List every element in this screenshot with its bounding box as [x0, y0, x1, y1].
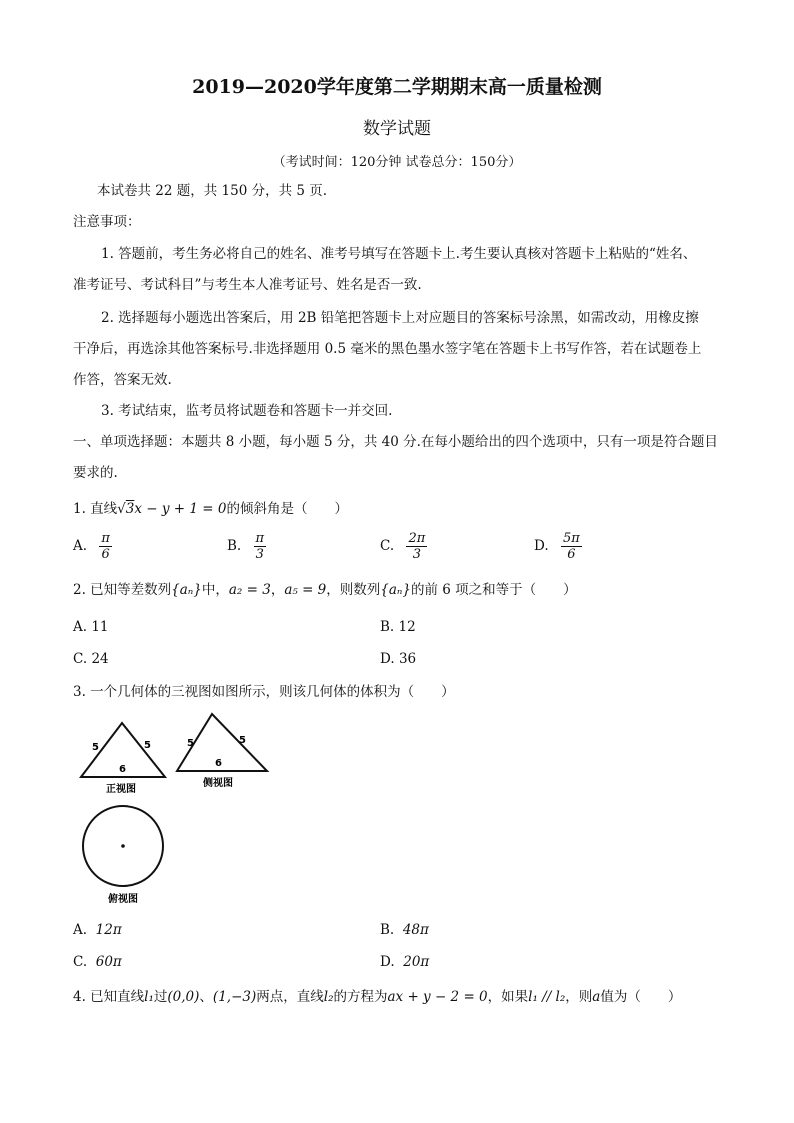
- q3-option-a: [73, 922, 122, 938]
- option-label: B.: [227, 538, 242, 554]
- q2-sequence: {aₙ}: [171, 582, 202, 598]
- q3-option-c: [73, 954, 122, 970]
- q4-point-1: (0,0): [167, 989, 200, 1005]
- option-label: B.: [380, 619, 395, 635]
- option-fraction: [406, 531, 427, 562]
- question-1: [73, 500, 348, 518]
- q2-condition-1: a₂ = 3: [228, 582, 271, 598]
- option-label: A.: [73, 538, 88, 554]
- section-heading-line-2: 要求的.: [73, 465, 118, 481]
- front-view-side-2: 5: [144, 740, 151, 751]
- option-fraction: [254, 531, 267, 562]
- three-view-figure: [72, 706, 272, 916]
- option-value: 11: [91, 619, 109, 635]
- q2-text: 的前 6 项之和等于（ ）: [410, 582, 577, 598]
- option-value: 36: [398, 651, 417, 667]
- fraction-denominator: 3: [412, 547, 421, 562]
- option-label: A.: [73, 922, 88, 938]
- q1-option-b: [227, 531, 266, 562]
- option-label: A.: [73, 619, 88, 635]
- exam-title: 2019—2020学年度第二学期期末高一质量检测: [192, 76, 602, 98]
- top-view-label: 俯视图: [108, 894, 138, 905]
- fraction-numerator: π: [255, 531, 265, 546]
- option-label: C.: [73, 954, 88, 970]
- option-fraction: [561, 531, 582, 562]
- q1-sqrt: √3: [117, 501, 135, 517]
- q1-suffix: 的倾斜角是（ ）: [226, 501, 348, 517]
- option-value: 48π: [402, 922, 429, 938]
- fraction-denominator: 6: [101, 547, 110, 562]
- side-view-side-2: 5: [239, 735, 246, 746]
- note-1-line-2: 准考证号、考试科目”与考生本人准考证号、姓名是否一致.: [73, 277, 422, 293]
- option-label: D.: [380, 651, 395, 667]
- q4-parallel: l₁ // l₂: [528, 989, 566, 1005]
- exam-subtitle: 数学试题: [363, 119, 431, 139]
- q4-line-1: l₁: [144, 989, 154, 1005]
- exam-summary: 本试卷共 22 题，共 150 分，共 5 页.: [97, 183, 328, 199]
- q4-text: 的方程为: [333, 989, 388, 1005]
- q2-option-a: [73, 619, 109, 635]
- q2-option-d: [380, 651, 416, 667]
- q2-option-c: [73, 651, 109, 667]
- option-value: 60π: [95, 954, 122, 970]
- q1-option-c: [380, 531, 427, 562]
- q4-line-2: l₂: [323, 989, 334, 1005]
- note-1-line-1: 1. 答题前，考生务必将自己的姓名、准考号填写在答题卡上.考生要认真核对答题卡上粘贴的“姓名、: [101, 246, 697, 262]
- section-heading-line-1: 一、单项选择题：本题共 8 小题，每小题 5 分，共 40 分.在每小题给出的四个选项中，只有一项是符合题目: [73, 434, 718, 450]
- top-view-center-dot: [121, 844, 125, 848]
- note-2-line-2: 干净后，再选涂其他答案标号.非选择题用 0.5 毫米的黑色墨水签字笔在答题卡上书写作答，若在试题卷上: [73, 341, 702, 357]
- q1-prefix: 1. 直线: [73, 501, 118, 517]
- question-3: 3. 一个几何体的三视图如图所示，则该几何体的体积为（ ）: [73, 684, 455, 700]
- q1-option-d: [534, 531, 582, 562]
- q3-option-b: [380, 922, 429, 938]
- q2-option-b: [380, 619, 416, 635]
- side-view-label: 侧视图: [203, 778, 233, 789]
- q4-variable-a: a: [592, 989, 601, 1005]
- q2-text: 中，: [201, 582, 229, 598]
- q2-text: ，则数列: [326, 582, 381, 598]
- q2-condition-2: a₅ = 9: [284, 582, 327, 598]
- fraction-numerator: 5π: [562, 531, 580, 546]
- q4-point-2: (1,−3): [212, 989, 257, 1005]
- question-2: [73, 581, 577, 599]
- option-label: D.: [380, 954, 395, 970]
- q4-text: 值为（ ）: [600, 989, 682, 1005]
- notes-heading: 注意事项：: [73, 214, 141, 230]
- option-label: C.: [380, 538, 395, 554]
- q4-text: 两点，直线: [256, 989, 324, 1005]
- front-view-label: 正视图: [106, 784, 136, 795]
- q1-option-a: [73, 531, 112, 562]
- q4-equation: ax + y − 2 = 0: [387, 989, 488, 1005]
- fraction-denominator: 3: [255, 547, 264, 562]
- option-label: D.: [534, 538, 549, 554]
- fraction-numerator: π: [101, 531, 110, 546]
- q2-text: 2. 已知等差数列: [73, 582, 172, 598]
- option-label: B.: [380, 922, 395, 938]
- q4-text: ，则: [565, 989, 593, 1005]
- side-view-base: 6: [215, 758, 222, 769]
- side-view-side-1: 5: [187, 738, 194, 749]
- option-value: 20π: [403, 954, 430, 970]
- q2-sequence: {aₙ}: [380, 582, 411, 598]
- q1-equation: x − y + 1 = 0: [134, 501, 227, 517]
- front-view-base: 6: [119, 764, 126, 775]
- q3-option-d: [380, 954, 429, 970]
- option-label: C.: [73, 651, 88, 667]
- option-value: 12π: [95, 922, 122, 938]
- option-value: 24: [91, 651, 109, 667]
- note-2-line-3: 作答，答案无效.: [73, 372, 172, 388]
- q4-text: 4. 已知直线: [73, 989, 145, 1005]
- fraction-numerator: 2π: [408, 531, 426, 546]
- question-4: [73, 988, 681, 1006]
- note-2-line-1: 2. 选择题每小题选出答案后，用 2B 铅笔把答题卡上对应题目的答案标号涂黑，如需改动，用橡皮擦: [101, 310, 699, 326]
- q4-text: ，如果: [487, 989, 529, 1005]
- q4-text: 、: [199, 989, 213, 1005]
- fraction-denominator: 6: [567, 547, 576, 562]
- option-fraction: [99, 531, 112, 562]
- q2-text: ，: [270, 582, 285, 598]
- exam-info: （考试时间：120分钟 试卷总分：150分）: [272, 155, 522, 170]
- front-view-side-1: 5: [92, 742, 99, 753]
- option-value: 12: [398, 619, 416, 635]
- q4-text: 过: [153, 989, 168, 1005]
- note-3: 3. 考试结束，监考员将试题卷和答题卡一并交回.: [101, 403, 393, 419]
- q1-sqrt-arg: 3: [125, 501, 135, 517]
